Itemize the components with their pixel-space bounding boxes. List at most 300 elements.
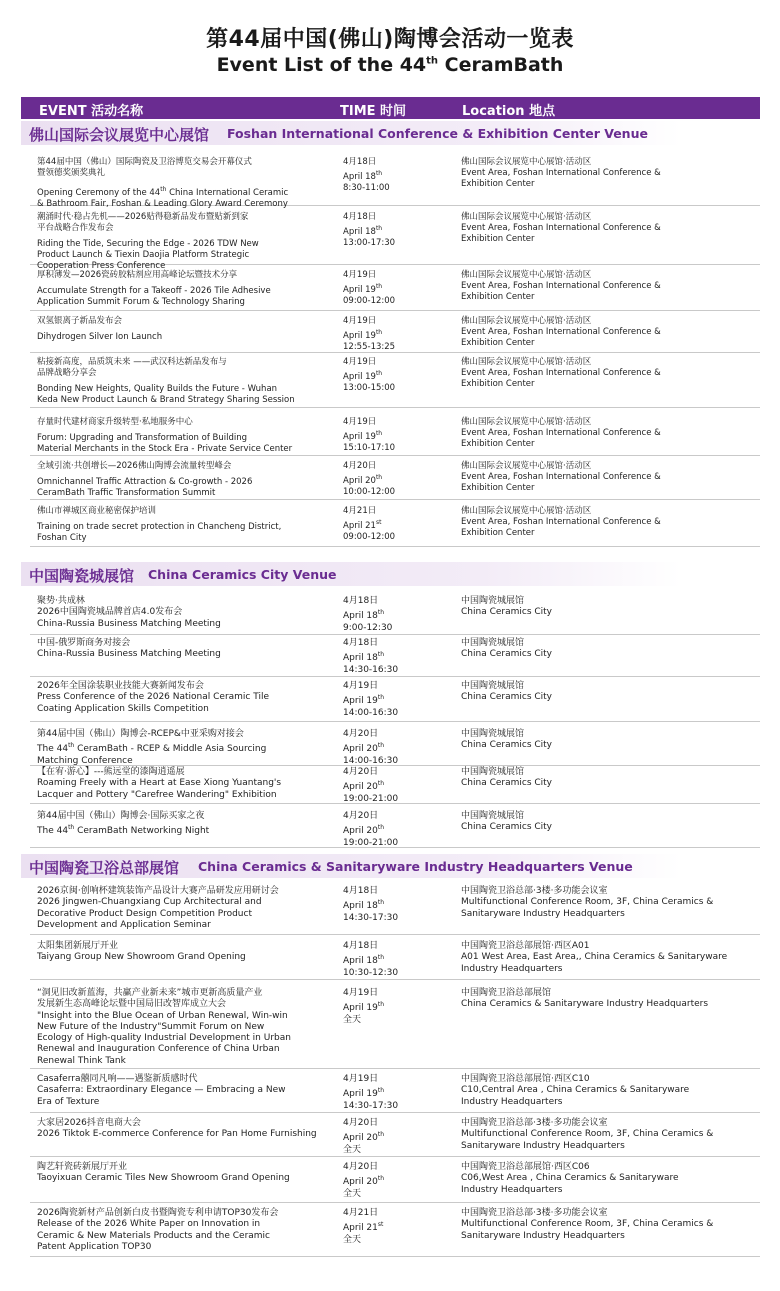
venue-heading [21,854,681,878]
location-en: Event Area, Foshan International Conference & [461,281,661,291]
event-name [37,941,307,964]
location-zh: 中国陶瓷卫浴总部展馆 [461,988,552,998]
location-en: Event Area, Foshan International Conference & [461,223,661,233]
date-zh: 4月21日 [343,1208,379,1218]
location-en: China Ceramics City [461,778,553,789]
event-time [343,461,443,498]
event-name-en: Riding the Tide, Securing the Edge - 2026 TDW New [37,239,259,249]
text-part: April 20 [343,1177,378,1188]
event-time [343,596,443,634]
location-en: A01 West Area, East Area,, China Ceramics & Sanitaryware [461,952,728,963]
event-name-en: Application Summit Forum & Technology Sharing [37,297,245,307]
event-location [461,729,721,752]
ordinal-suffix: th [375,370,383,377]
event-location [461,417,721,450]
table-row [30,1162,760,1203]
location-en: Multifunctional Conference Room, 3F, China Ceramics & [461,1129,714,1140]
ordinal-suffix: th [377,609,385,617]
date-en [343,1173,443,1188]
ordinal-suffix: th [377,824,385,832]
ordinal-suffix: th [377,780,385,788]
date-zh: 4月20日 [343,461,377,471]
event-name-zh: 中国-俄罗斯商务对接会 [37,638,131,648]
ordinal-suffix: st [377,1221,384,1229]
location-zh: 佛山国际会议展览中心展馆·活动区 [461,212,592,222]
text-part: China International Ceramic [166,187,289,198]
event-location [461,811,721,834]
event-location [461,767,721,790]
event-name-zh: 厚积薄发—2026瓷砖胶粘剂应用高峰论坛暨技术分享 [37,270,238,280]
table-row [30,157,760,209]
event-location [461,212,721,245]
text-part: April 18 [343,171,376,182]
date-zh: 4月18日 [343,638,379,648]
event-location [461,941,728,975]
time-range: 09:00-12:00 [343,295,396,306]
event-name [37,1118,317,1141]
text-part: April 20 [343,744,378,755]
ordinal-suffix: th [377,1131,385,1139]
date-zh: 4月19日 [343,988,379,998]
event-name-en: Patent Application TOP30 [37,1241,152,1252]
table-header [21,97,760,119]
event-name-en: Forum: Upgrading and Transformation of Building [37,433,248,443]
event-location [461,1118,721,1152]
location-en: Event Area, Foshan International Conference & [461,368,661,378]
event-location [461,506,721,539]
table-row [30,357,760,408]
location-en: Multifunctional Conference Room, 3F, China Ceramics & [461,897,714,908]
event-time [343,1074,443,1112]
table-row [30,1118,760,1157]
date-zh: 4月19日 [343,417,377,427]
event-name [37,506,307,544]
date-en [343,897,443,912]
event-name-zh: 2026中国陶瓷城品牌首店4.0发布会 [37,607,183,618]
date-en [343,223,443,238]
location-en: China Ceramics City [461,692,553,703]
event-name-zh: 【在宥·游心】---熊远堂的漆陶逍遥展 [37,767,185,777]
event-time [343,886,443,924]
event-location [461,357,721,390]
table-row [30,1208,760,1257]
event-name-zh: 品牌战略分享会 [37,368,97,378]
event-name-en: Omnichannel Traffic Attraction & Co-growth - 2026 [37,477,253,487]
page-title-zh: 第44届中国(佛山)陶博会活动一览表 [206,27,574,52]
event-location [461,1162,721,1196]
event-location [461,1208,721,1242]
location-zh: 中国陶瓷卫浴总部·3楼·多功能会议室 [461,1118,608,1128]
event-name-en: Material Merchants in the Stock Era - Private Service Center [37,444,293,454]
date-en [343,822,443,837]
date-zh: 4月19日 [343,1074,379,1084]
location-zh: 中国陶瓷城展馆 [461,638,525,648]
event-time [343,681,443,719]
location-zh: 中国陶瓷城展馆 [461,729,525,739]
time-range: 15:10-17:10 [343,442,396,453]
event-name-en: Cooperation Press Conference [37,261,166,271]
venue-heading [21,562,681,586]
event-name-en: Dihydrogen Silver Ion Launch [37,332,163,342]
event-name [37,729,307,767]
event-name-zh: 潮涌时代·稳占先机——2026贴得稳新品发布暨贴新到家 [37,212,249,222]
time-range: 14:00-16:30 [343,707,399,718]
date-en [343,517,443,532]
event-name-en: Bonding New Heights, Quality Builds the Future - Wuhan [37,384,278,394]
event-name-zh: 陶艺轩瓷砖新展厅开业 [37,1162,128,1172]
page-title-en [0,54,780,76]
location-en: China Ceramics City [461,649,553,660]
event-name-en: Era of Texture [37,1096,100,1107]
ordinal-suffix: th [68,742,75,750]
event-location [461,681,721,704]
event-name-zh: 全域引流·共创增长—2026佛山陶博会流量转型峰会 [37,461,232,471]
text-part: CeramBath - RCEP & Middle Asia Sourcing [74,744,267,755]
location-zh: 中国陶瓷卫浴总部·3楼·多功能会议室 [461,886,608,896]
text-part: April 19 [343,1089,378,1100]
event-location [461,638,721,661]
event-name-zh: 佛山市禅城区商业秘密保护培训 [37,506,157,516]
event-name [37,988,307,1067]
event-name-en: CeramBath Traffic Transformation Summit [37,488,216,498]
location-zh: 佛山国际会议展览中心展馆·活动区 [461,417,592,427]
text-part: April 20 [343,475,376,486]
title-en-sup: th [426,55,439,67]
event-name-en: Ceramic & New Materials Products and the Ceramic [37,1230,270,1241]
location-en: Event Area, Foshan International Conference & [461,517,661,527]
text-part: April 18 [343,226,376,237]
table-row [30,461,760,500]
date-en [343,740,443,755]
location-zh: 中国陶瓷卫浴总部展馆·西区C10 [461,1074,590,1084]
table-row [30,638,760,677]
date-zh: 4月18日 [343,941,379,951]
location-en: Industry Headquarters [461,963,563,974]
table-row [30,767,760,804]
text-part: The 44 [37,744,69,755]
text-part: April 18 [343,611,378,622]
date-zh: 4月18日 [343,886,379,896]
venue-heading [21,121,681,145]
date-en [343,168,443,183]
date-en [343,428,443,443]
text-part: April 19 [343,371,376,382]
text-part: April 18 [343,653,378,664]
venue-title-en: China Ceramics & Sanitaryware Industry Headquarters Venue [198,859,633,874]
location-en: Exhibition Center [461,234,535,244]
ordinal-suffix: th [377,1001,385,1009]
location-en: China Ceramics City [461,822,553,833]
date-en [343,778,443,793]
location-en: Sanitaryware Industry Headquarters [461,908,625,919]
event-time [343,638,443,676]
ordinal-suffix: th [377,742,385,750]
location-zh: 中国陶瓷城展馆 [461,767,525,777]
ordinal-suffix: th [375,329,383,336]
date-en [343,692,443,707]
ordinal-suffix: th [377,1087,385,1095]
time-range: 19:00-21:00 [343,793,399,804]
event-name-zh: 存量时代建材商家升级转型·私地服务中心 [37,417,193,427]
event-name-en: Ecology of High-quality Industrial Development in Urban [37,1033,291,1044]
event-time [343,270,443,307]
event-time [343,988,443,1026]
location-en: Event Area, Foshan International Conference & [461,428,661,438]
event-name [37,316,307,343]
event-time [343,729,443,767]
table-row [30,1074,760,1113]
event-name-zh: 第44届中国（佛山）陶博会·国际买家之夜 [37,811,205,821]
event-name-en: Development and Application Seminar [37,919,211,930]
event-name-en: Accumulate Strength for a Takeoff - 2026 Tile Adhesive [37,286,271,296]
ordinal-suffix: th [68,824,75,832]
date-en [343,281,443,296]
event-name [37,767,307,801]
header-event: EVENT 活动名称 [39,104,144,119]
event-name-en: China-Russia Business Matching Meeting [37,649,221,660]
date-zh: 4月20日 [343,1162,379,1172]
location-en: Multifunctional Conference Room, 3F, China Ceramics & [461,1219,714,1230]
event-name-zh: 第44届中国（佛山）陶博会-RCEP&中亚采购对接会 [37,729,244,739]
date-zh: 4月19日 [343,681,379,691]
event-name-en: Matching Conference [37,755,133,766]
date-zh: 4月20日 [343,1118,379,1128]
time-range: 13:00-17:30 [343,237,396,248]
title-en-pre: Event List of the 44 [216,54,427,76]
ordinal-suffix: th [377,1175,385,1183]
location-en: Exhibition Center [461,292,535,302]
title-en-post: CeramBath [438,54,564,76]
event-name-zh: 平台战略合作发布会 [37,223,114,233]
venue-title-zh: 佛山国际会议展览中心展馆 [29,126,210,144]
date-en [343,1219,443,1234]
event-name [37,212,307,272]
text-part: April 21 [343,1223,378,1234]
location-en: Event Area, Foshan International Conference & [461,327,661,337]
event-name-en: Taiyang Group New Showroom Grand Opening [37,952,246,963]
time-range: 全天 [343,1188,362,1199]
location-en: C06,West Area , China Ceramics & Sanitaryware [461,1173,679,1184]
location-zh: 佛山国际会议展览中心展馆·活动区 [461,357,592,367]
location-en: Sanitaryware Industry Headquarters [461,1140,625,1151]
event-name-en: Press Conference of the 2026 National Ceramic Tile [37,692,270,703]
event-time [343,1162,443,1200]
table-row [30,270,760,311]
event-name [37,886,307,931]
location-en: Industry Headquarters [461,1184,563,1195]
date-en [343,649,443,664]
event-name-zh: “洞见旧改新蓝海，共赢产业新未来”城市更新高质量产业 [37,988,263,998]
event-name-en: Casaferra: Extraordinary Elegance — Embracing a New [37,1085,286,1096]
event-name [37,1208,307,1253]
event-time [343,357,443,394]
venue-title-en: China Ceramics City Venue [148,567,337,582]
table-row [30,681,760,722]
event-location [461,1074,721,1108]
text-part: April 19 [343,330,376,341]
location-zh: 中国陶瓷卫浴总部展馆·西区A01 [461,941,590,951]
event-name-en: & Bathroom Fair, Foshan & Leading Glory Award Ceremony [37,198,288,209]
time-range: 14:30-16:30 [343,664,399,675]
event-name [37,1074,307,1108]
text-part: April 20 [343,1133,378,1144]
event-name-zh: 聚势·共成林 [37,596,85,606]
table-row [30,886,760,935]
event-name-en: Release of the 2026 White Paper on Innovation in [37,1219,261,1230]
date-en [343,472,443,487]
event-time [343,417,443,454]
table-row [30,316,760,353]
text-part: April 21 [343,520,376,531]
location-en: Exhibition Center [461,528,535,538]
date-en [343,999,443,1014]
event-name-zh: 太阳集团新展厅开业 [37,941,119,951]
ordinal-suffix: th [377,694,385,702]
location-en: Exhibition Center [461,483,535,493]
event-name-en: Taoyixuan Ceramic Tiles New Showroom Grand Opening [37,1173,290,1184]
event-name-en: Coating Application Skills Competition [37,703,209,714]
location-zh: 佛山国际会议展览中心展馆·活动区 [461,461,592,471]
event-location [461,988,721,1011]
location-en: C10,Central Area , China Ceramics & Sanitaryware [461,1085,690,1096]
event-name-zh: Casaferra囍同凡响——遇鉴新质感时代 [37,1074,198,1084]
date-zh: 4月19日 [343,357,377,367]
table-row [30,941,760,980]
location-zh: 中国陶瓷城展馆 [461,681,525,691]
venue-title-zh: 中国陶瓷卫浴总部展馆 [29,859,180,877]
table-row [30,988,760,1069]
event-name-en [37,740,307,755]
event-name [37,157,307,210]
event-name-zh: 2026年全国涂装职业技能大赛新闻发布会 [37,681,204,691]
event-time [343,212,443,249]
text-part: April 19 [343,696,378,707]
event-name-zh: 第44届中国（佛山）国际陶瓷及卫浴博览交易会开幕仪式 [37,157,252,167]
text-part: April 19 [343,284,376,295]
date-zh: 4月20日 [343,767,379,777]
location-zh: 中国陶瓷城展馆 [461,596,525,606]
ordinal-suffix: th [377,899,385,907]
event-name-zh: 双氢银离子新品发布会 [37,316,123,326]
time-range: 14:30-17:30 [343,1100,399,1111]
event-name [37,596,307,630]
table-row [30,729,760,766]
event-name-en: Renewal Think Tank [37,1055,126,1066]
event-name-zh: 粘接新高度，品质筑未来 ——武汉科达新品发布与 [37,357,227,367]
event-name-en: Lacquer and Pottery "Carefree Wandering" Exhibition [37,789,277,800]
ordinal-suffix: th [377,651,385,659]
text-part: April 18 [343,901,378,912]
date-en [343,368,443,383]
location-en: Exhibition Center [461,379,535,389]
table-row [30,811,760,848]
location-zh: 中国陶瓷卫浴总部·3楼·多功能会议室 [461,1208,608,1218]
time-range: 14:00-16:30 [343,755,399,766]
venue-title-en: Foshan International Conference & Exhibition Center Venue [227,126,648,141]
ordinal-suffix: st [375,519,382,526]
text-part: April 19 [343,431,376,442]
date-zh: 4月18日 [343,157,377,167]
event-name [37,638,307,661]
time-range: 13:00-15:00 [343,382,396,393]
event-name-en: 2026 Tiktok E-commerce Conference for Pan Home Furnishing [37,1129,317,1140]
location-en: Exhibition Center [461,179,535,189]
location-en: Event Area, Foshan International Conference & [461,472,661,482]
ordinal-suffix: th [375,474,383,481]
date-zh: 4月19日 [343,270,377,280]
venue-title-zh: 中国陶瓷城展馆 [29,567,135,585]
event-name [37,461,307,499]
location-zh: 佛山国际会议展览中心展馆·活动区 [461,316,592,326]
ordinal-suffix: th [375,170,383,177]
time-range: 14:30-17:30 [343,912,399,923]
event-name-zh: 大家居2026抖音电商大会 [37,1118,141,1128]
table-row [30,212,760,271]
time-range: 全天 [343,1234,362,1245]
location-en: Exhibition Center [461,439,535,449]
table-row [30,417,760,456]
event-name-en: Decorative Product Design Competition Product [37,908,252,919]
time-range: 09:00-12:00 [343,531,396,542]
date-zh: 4月20日 [343,811,379,821]
location-zh: 佛山国际会议展览中心展馆·活动区 [461,270,592,280]
event-location [461,316,721,349]
event-name-zh: 发展新生态高峰论坛暨中国局旧改智库成立大会 [37,999,227,1010]
ordinal-suffix: th [377,954,385,962]
date-en [343,607,443,622]
ordinal-suffix: th [160,186,167,193]
text-part: April 20 [343,782,378,793]
location-en: China Ceramics City [461,740,553,751]
header-time: TIME 时间 [340,104,407,119]
text-part: April 19 [343,1003,378,1014]
event-name-en: Training on trade secret protection in Chancheng District, [37,522,282,532]
date-zh: 4月18日 [343,212,377,222]
table-row [30,506,760,547]
location-zh: 佛山国际会议展览中心展馆·活动区 [461,157,592,167]
time-range: 全天 [343,1144,362,1155]
time-range: 8:30-11:00 [343,182,390,193]
time-range: 10:30-12:30 [343,967,399,978]
time-range: 10:00-12:00 [343,486,396,497]
event-time [343,506,443,543]
event-time [343,1208,443,1246]
event-name [37,417,307,455]
text-part: Opening Ceremony of the 44 [37,187,161,198]
event-name-zh: 2026陶瓷新材产品创新白皮书暨陶瓷专利申请TOP30发布会 [37,1208,279,1218]
date-en [343,952,443,967]
time-range: 9:00-12:30 [343,622,393,633]
location-zh: 佛山国际会议展览中心展馆·活动区 [461,506,592,516]
event-name [37,270,307,308]
date-en [343,1129,443,1144]
event-time [343,316,443,353]
event-name [37,681,307,715]
location-en: China Ceramics & Sanitaryware Industry Headquarters [461,999,709,1010]
event-name-en: China-Russia Business Matching Meeting [37,618,221,629]
location-en: Event Area, Foshan International Conference & [461,168,661,178]
ordinal-suffix: th [375,283,383,290]
time-range: 12:55-13:25 [343,341,396,352]
event-name-en: Foshan City [37,533,87,543]
event-name [37,357,307,406]
event-name [37,811,307,838]
event-name-en: Product Launch & Tiexin Daojia Platform Strategic [37,250,250,260]
location-zh: 中国陶瓷卫浴总部展馆·西区C06 [461,1162,590,1172]
table-row [30,596,760,635]
location-en: Exhibition Center [461,338,535,348]
date-zh: 4月20日 [343,729,379,739]
